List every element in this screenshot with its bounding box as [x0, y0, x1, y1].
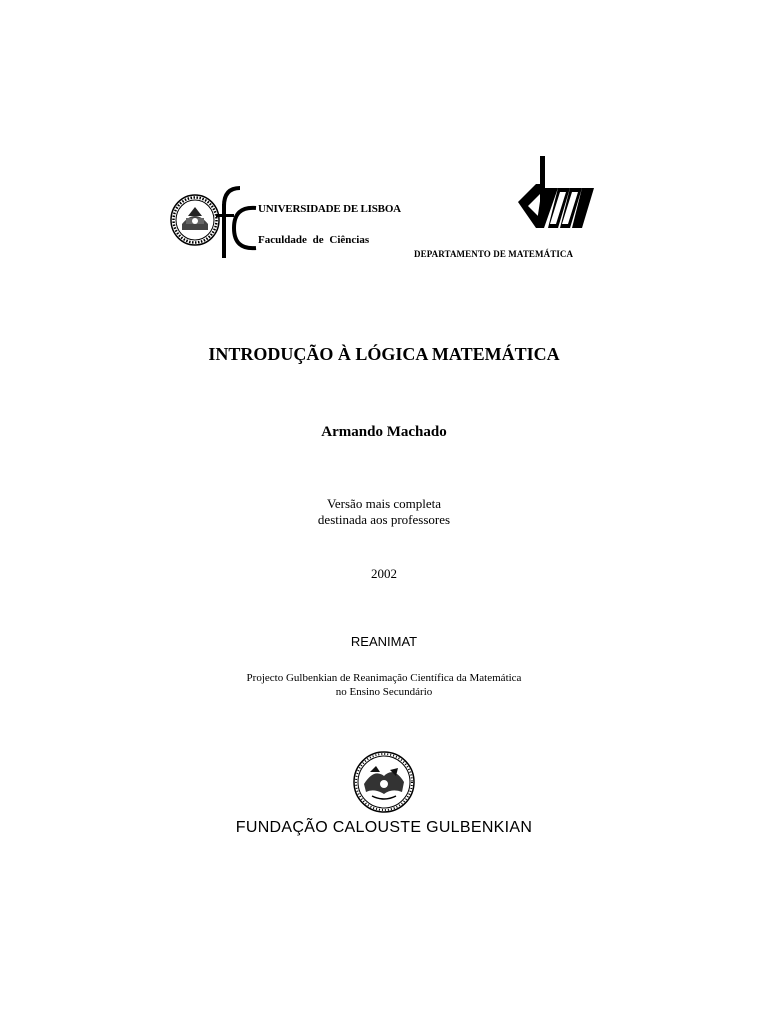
- fc-logo-icon: [214, 184, 258, 260]
- project-line-1: Projecto Gulbenkian de Reanimação Científica da Matemática: [246, 672, 522, 684]
- document-title: INTRODUÇÃO À LÓGICA MATEMÁTICA: [208, 344, 560, 364]
- project-description: [0, 671, 768, 699]
- version-line-2: destinada aos professores: [317, 512, 451, 527]
- foundation-name: FUNDAÇÃO CALOUSTE GULBENKIAN: [235, 819, 533, 836]
- university-name: UNIVERSIDADE DE LISBOA: [258, 203, 401, 215]
- version-note: [0, 496, 768, 528]
- department-name: DEPARTAMENTO DE MATEMÁTICA: [414, 249, 574, 259]
- faculty-name: Faculdade de Ciências: [258, 234, 370, 246]
- author-name: Armando Machado: [321, 424, 447, 440]
- version-line-1: Versão mais completa: [326, 496, 442, 511]
- university-seal-icon: [170, 194, 220, 246]
- program-name: REANIMAT: [350, 634, 418, 649]
- dm-logo-icon: [514, 154, 598, 234]
- gulbenkian-seal-icon: [352, 750, 416, 814]
- project-line-2: no Ensino Secundário: [335, 686, 433, 698]
- publication-year: 2002: [371, 566, 397, 581]
